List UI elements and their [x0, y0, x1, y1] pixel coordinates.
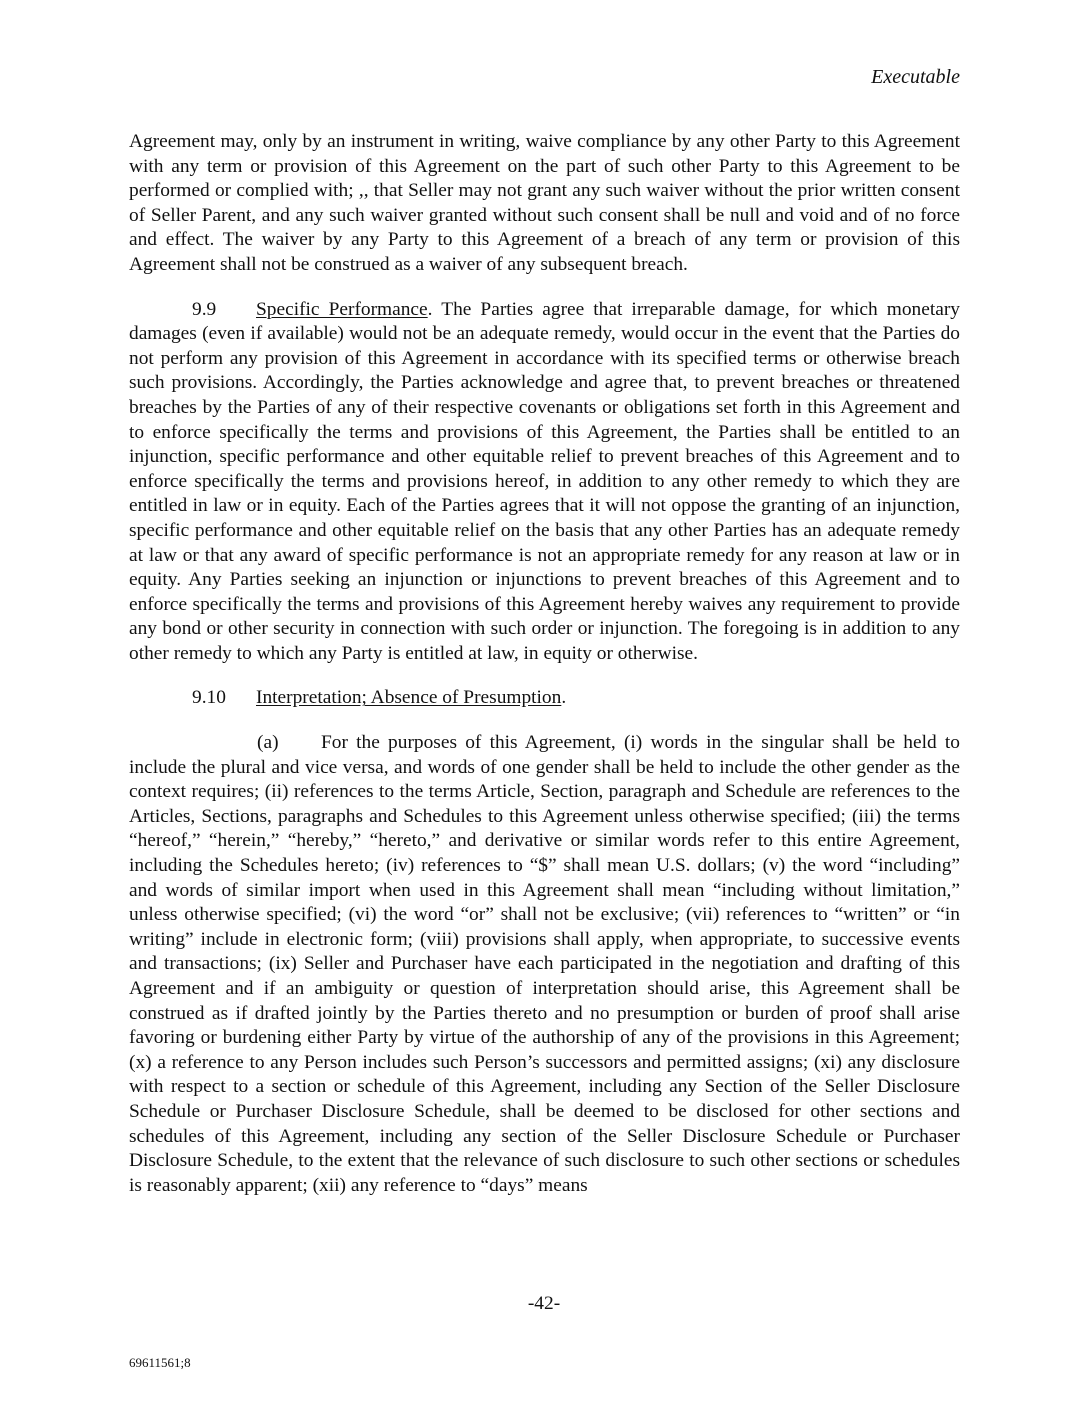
section-9-10-heading [129, 686, 960, 711]
section-9-9-title-suffix: . [427, 298, 433, 320]
section-9-9-title: Specific Performance [256, 298, 428, 320]
paragraph-continuation: Agreement may, only by an instrument in writing, waive compliance by any other Party to this Agreement with any term or provision of this Agreement on the part of such other Party to this Agreement to be performed or complied with; ,, that Seller may not grant any such waiver without the prior written consent of Seller Parent, and any such waiver granted without such consent shall be null and void and of no force and effect. The waiver by any Party to this Agreement of a breach of any term or provision of this Agreement shall not be construed as a waiver of any subsequent breach. [129, 131, 960, 275]
section-9-10-a-label: (a) [257, 732, 279, 754]
section-9-10-a-text: For the purposes of this Agreement, (i) words in the singular shall be held to include the plural and vice versa, and words of one gender shall be held to include the other gender as the context requires; (ii) references to the terms Article, Section, paragraph and Schedule are references to the Articles, Sections, paragraphs and Schedules to this Agreement unless otherwise specified; (iii) the terms “hereof,” “herein,” “hereby,” “hereto,” and derivative or similar words refer to this entire Agreement, including the Schedules hereto; (iv) references to “$” shall mean U.S. dollars; (v) the word “including” and words of similar import when used in this Agreement shall mean “including without limitation,” unless otherwise specified; (vi) the word “or” shall not be exclusive; (vii) references to “written” or “in writing” include in electronic form; (viii) provisions shall apply, when appropriate, to successive events and transactions; (ix) Seller and Purchaser have each participated in the negotiation and drafting of this Agreement and if an ambiguity or question of interpretation should arise, this Agreement shall be construed as if drafted jointly by the Parties thereto and no presumption or burden of proof shall arise favoring or burdening either Party by virtue of the authorship of any of the provisions in this Agreement; (x) a reference to any Person includes such Person’s successors and permitted assigns; (xi) any disclosure with respect to a section or schedule of this Agreement, including any Section of the Seller Disclosure Schedule or Purchaser Disclosure Schedule, shall be deemed to be disclosed for other sections and schedules of this Agreement, including any section of the Seller Disclosure Schedule or Purchaser Disclosure Schedule, to the extent that the relevance of such disclosure to such other sections or schedules is reasonably apparent; (xii) any reference to “days” means [129, 732, 960, 1196]
section-9-9-number: 9.9 [192, 298, 217, 320]
section-9-10-number: 9.10 [192, 687, 226, 709]
page-number: -42- [527, 1293, 561, 1314]
section-9-10-a-paragraph [129, 731, 960, 1198]
document-body [129, 130, 960, 1218]
header-executable-label: Executable [871, 66, 960, 88]
section-9-9-paragraph [129, 298, 960, 667]
section-9-10-title-suffix: . [561, 687, 567, 709]
section-9-9-text: The Parties agree that irreparable damage, for which monetary damages (even if available) would not be an adequate remedy, would occur in the event that the Parties do not perform any provision of this Agreement in accordance with its specified terms or otherwise breach such provisions. Accordingly, the Parties acknowledge and agree that, to prevent breaches or threatened breaches by the Parties of any of their respective covenants or obligations set forth in this Agreement and to enforce specifically the terms and provisions of this Agreement, the Parties shall be entitled to an injunction, specific performance and other equitable relief to prevent breaches of this Agreement and to enforce specifically the terms and provisions hereof, in addition to any other remedy to which they are entitled in law or in equity. Each of the Parties agrees that it will not oppose the granting of an injunction, specific performance and other equitable relief on the basis that any other Parties has an adequate remedy at law or that any award of specific performance is not an appropriate remedy for any reason at law or in equity. Any Parties seeking an injunction or injunctions to prevent breaches of this Agreement and to enforce specifically the terms and provisions of this Agreement hereby waives any requirement to provide any bond or other security in connection with such order or injunction. The foregoing is in addition to any other remedy to which any Party is entitled at law, in equity or otherwise. [129, 298, 961, 664]
document-id: 69611561;8 [129, 1355, 191, 1370]
section-9-10-title: Interpretation; Absence of Presumption [256, 687, 562, 709]
